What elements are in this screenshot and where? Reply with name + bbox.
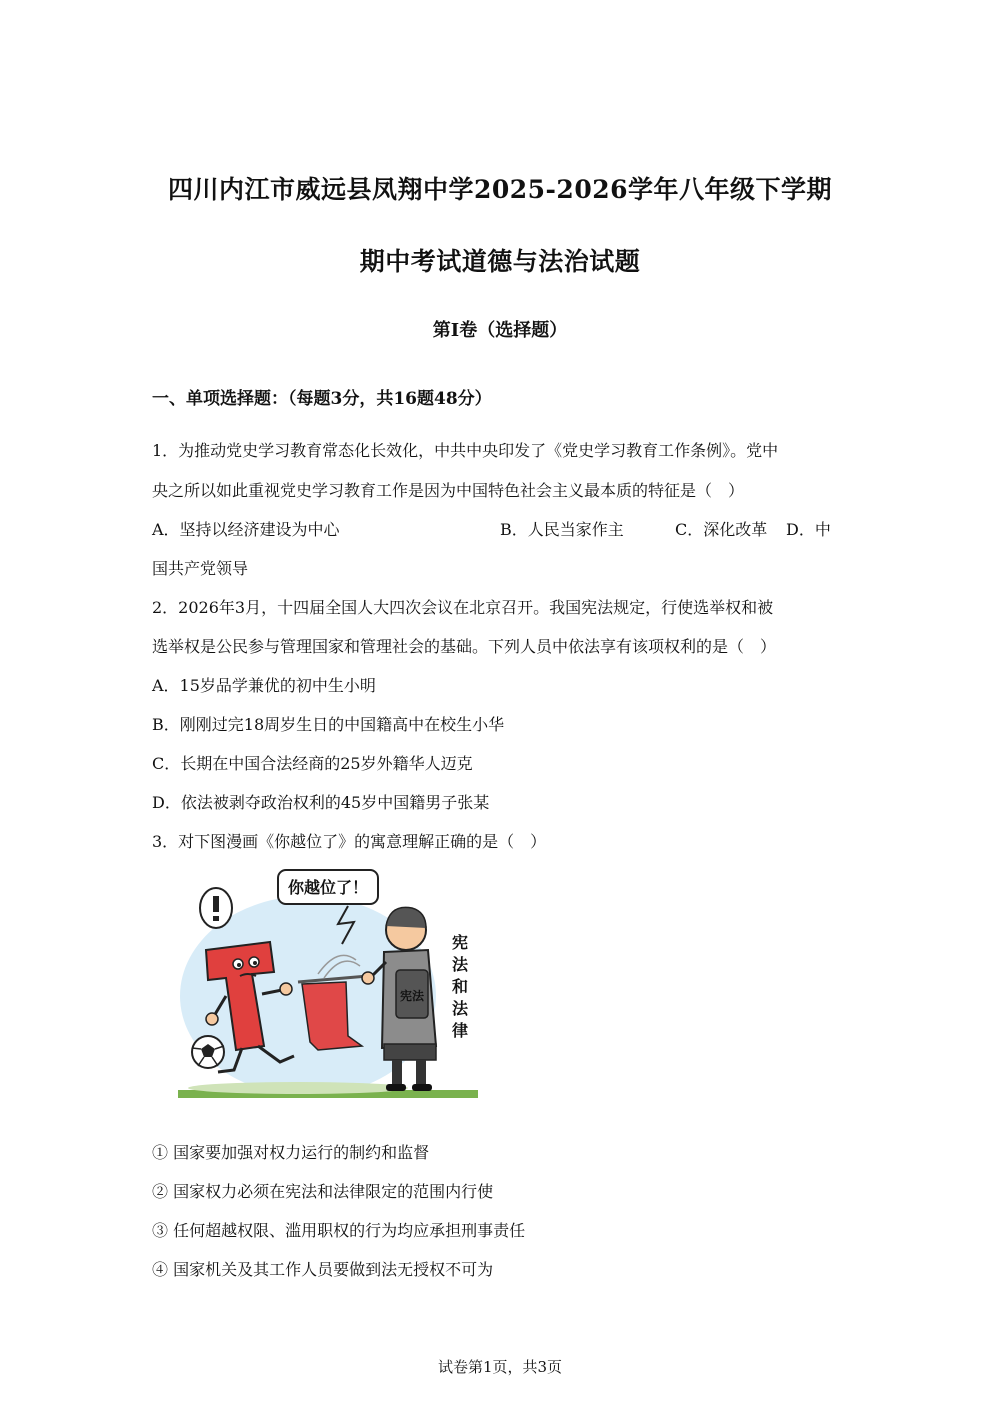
q1-option-c: C．深化改革	[675, 520, 768, 539]
q2-option-d: D．依法被剥夺政治权利的45岁中国籍男子张某	[152, 793, 490, 812]
side-caption-char-4: 法	[451, 999, 469, 1018]
q1-option-a: A．坚持以经济建设为中心	[152, 520, 340, 539]
side-caption-char-5: 律	[451, 1021, 469, 1040]
q3-statement-3: ③ 任何超越权限、滥用职权的行为均应承担刑事责任	[152, 1221, 526, 1240]
q3-statement-1: ① 国家要加强对权力运行的制约和监督	[152, 1143, 430, 1162]
q1-option-b: B．人民当家作主	[500, 520, 624, 539]
side-caption-char-2: 法	[451, 955, 469, 974]
q2-option-a: A．15岁品学兼优的初中生小明	[152, 676, 376, 695]
exclamation-bubble	[200, 888, 232, 928]
q2-stem-line-1: 2．2026年3月，十四届全国人大四次会议在北京召开。我国宪法规定，行使选举权和被	[152, 598, 774, 617]
q2-option-b: B．刚刚过完18周岁生日的中国籍高中在校生小华	[152, 715, 505, 734]
q2-stem-line-2: 选举权是公民参与管理国家和管理社会的基础。下列人员中依法享有该项权利的是（ ）	[152, 637, 777, 656]
side-caption-char-3: 和	[451, 977, 469, 996]
q1-option-d-part1: D．中	[786, 520, 831, 539]
comic-illustration	[178, 866, 478, 1102]
speech-bubble-text: 你越位了！	[287, 878, 369, 897]
q2-option-c: C．长期在中国合法经商的25岁外籍华人迈克	[152, 754, 473, 773]
part-heading: 一、单项选择题：（每题3分，共16题48分）	[152, 389, 492, 409]
q3-statement-4: ④ 国家机关及其工作人员要做到法无授权不可为	[152, 1260, 494, 1279]
section-title: 第Ⅰ卷（选择题）	[432, 320, 568, 341]
q1-stem-line-1: 1．为推动党史学习教育常态化长效化，中共中央印发了《党史学习教育工作条例》。党中	[152, 441, 779, 460]
side-caption	[451, 933, 469, 1040]
speech-bubble	[278, 870, 378, 904]
vest-text: 宪法	[399, 989, 425, 1003]
page-footer: 试卷第1页，共3页	[437, 1358, 563, 1376]
soccer-ball	[192, 1036, 224, 1068]
q3-statement-2: ② 国家权力必须在宪法和法律限定的范围内行使	[152, 1182, 494, 1201]
q3-stem: 3．对下图漫画《你越位了》的寓意理解正确的是（ ）	[152, 832, 547, 851]
exam-title-line-1: 四川内江市威远县凤翔中学2025-2026学年八年级下学期	[167, 175, 833, 204]
side-caption-char-1: 宪	[451, 933, 469, 952]
exam-title-line-2: 期中考试道德与法治试题	[359, 247, 641, 276]
q1-stem-line-2: 央之所以如此重视党史学习教育工作是因为中国特色社会主义最本质的特征是（ ）	[152, 481, 745, 500]
q1-option-d-part2: 国共产党领导	[152, 559, 249, 578]
